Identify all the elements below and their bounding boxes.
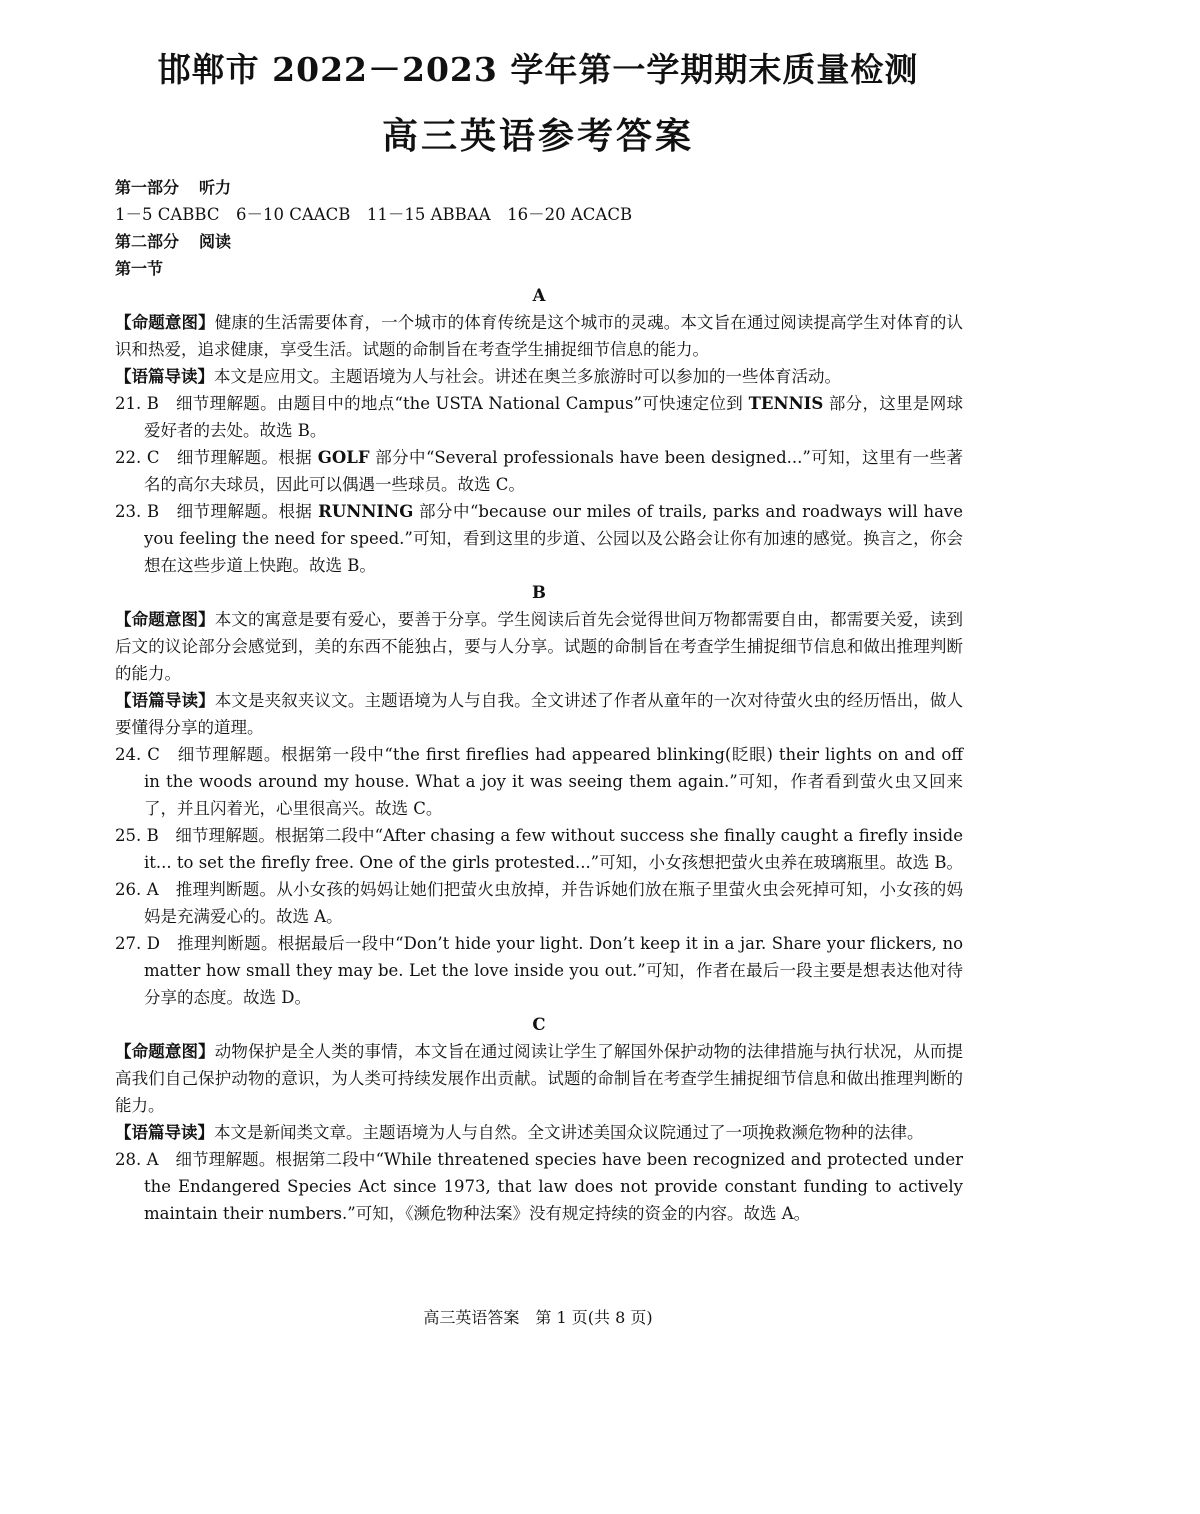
guide-text: 本文是新闻类文章。主题语境为人与自然。全文讲述美国众议院通过了一项挽救濒危物种的法律。 (214, 1123, 924, 1142)
intent-tag: 【命题意图】 (115, 1042, 215, 1061)
answer-text: 细节理解题。由题目中的地点“the USTA National Campus”可快速定位到 (176, 394, 749, 413)
answer-number: 24. C (115, 745, 160, 764)
answer-item-28 (115, 1146, 963, 1227)
answer-item-22 (115, 444, 963, 498)
answer-text: 细节理解题。根据第一段中“the first fireflies had appeared blinking(眨眼) their lights on and off in the woods around my house. What a joy it was seeing them again.”可知，作者看到萤火虫又回来了，并且闪着光，心里很高兴。故选 C。 (144, 745, 964, 818)
passage-c-intent (115, 1038, 963, 1119)
part1-heading-name: 听力 (199, 178, 232, 197)
answer-item-23 (115, 498, 963, 579)
answer-keyword: RUNNING (318, 502, 414, 521)
guide-text: 本文是夹叙夹议文。主题语境为人与自我。全文讲述了作者从童年的一次对待萤火虫的经历悟出，做人要懂得分享的道理。 (115, 691, 964, 737)
answer-item-24 (115, 741, 963, 822)
passage-a-intent (115, 309, 963, 363)
page-footer: 高三英语答案 第 1 页(共 8 页) (423, 1308, 653, 1327)
answer-number: 22. C (115, 448, 160, 467)
answer-number: 23. B (115, 502, 160, 521)
passage-c-letter: C (532, 1015, 546, 1034)
answer-text: 细节理解题。根据第二段中“After chasing a few without success she finally caught a firefly inside it... to set the firefly free. One of the girls protested...”可知，小女孩想把萤火虫养在玻璃瓶里。故选 B。 (144, 826, 963, 872)
intent-tag: 【命题意图】 (115, 610, 215, 629)
answer-number: 25. B (115, 826, 159, 845)
intent-tag: 【命题意图】 (115, 313, 215, 332)
listening-answers: 1－5 CABBC 6－10 CAACB 11－15 ABBAA 16－20 ACACB (115, 205, 633, 224)
answer-text: 推理判断题。从小女孩的妈妈让她们把萤火虫放掉，并告诉她们放在瓶子里萤火虫会死掉可知，小女孩的妈妈是充满爱心的。故选 A。 (144, 880, 964, 926)
answer-text: 细节理解题。根据 (176, 448, 318, 467)
passage-b-letter: B (532, 583, 546, 602)
answer-text: 部分中“Several professionals have been designed...”可知，这里有一些著名的高尔夫球员，因此可以偶遇一些球员。故选 C。 (144, 448, 963, 494)
guide-tag: 【语篇导读】 (115, 691, 215, 710)
part2-heading (115, 228, 963, 255)
answer-number: 21. B (115, 394, 159, 413)
guide-tag: 【语篇导读】 (115, 1123, 214, 1142)
answer-text: 部分中“because our miles of trails, parks and roadways will have you feeling the need for speed.”可知，看到这里的步道、公园以及公路会让你有加速的感觉。换言之，你会想在这些步道上快跑。故选 B。 (144, 502, 963, 575)
part1-heading-num: 第一部分 (115, 178, 180, 197)
intent-text: 本文的寓意是要有爱心，要善于分享。学生阅读后首先会觉得世间万物都需要自由，都需要关爱，读到后文的议论部分会感觉到，美的东西不能独占，要与人分享。试题的命制旨在考查学生捕捉细节信息和做出推理判断的能力。 (115, 610, 964, 683)
guide-tag: 【语篇导读】 (115, 367, 214, 386)
answer-text: 部分，这里是网球爱好者的去处。故选 B。 (144, 394, 963, 440)
answer-keyword: TENNIS (748, 394, 824, 413)
passage-a-letter: A (532, 286, 546, 305)
document-subtitle: 高三英语参考答案 (381, 116, 694, 157)
guide-text: 本文是应用文。主题语境为人与社会。讲述在奥兰多旅游时可以参加的一些体育活动。 (214, 367, 841, 386)
answer-text: 推理判断题。根据最后一段中“Don’t hide your light. Don’t keep it in a jar. Share your flickers, no matter how small they may be. Let the love inside you out.”可知，作者在最后一段主要是想表达他对待分享的态度。故选 D。 (144, 934, 964, 1007)
document-title: 邯郸市 2022－2023 学年第一学期期末质量检测 (157, 50, 919, 89)
answer-item-26 (115, 876, 963, 930)
answer-content (115, 174, 963, 1227)
answer-number: 28. A (115, 1150, 159, 1169)
answer-item-21 (115, 390, 963, 444)
passage-a-guide (115, 363, 963, 390)
passage-b-guide (115, 687, 963, 741)
answer-number: 27. D (115, 934, 160, 953)
answer-text: 细节理解题。根据第二段中“While threatened species have been recognized and protected under the Endangered Species Act since 1973, that law does not provide constant funding to actively maintain their numbers.”可知，《濒危物种法案》没有规定持续的资金的内容。故选 A。 (144, 1150, 964, 1223)
part1-heading (115, 174, 963, 201)
passage-b-intent (115, 606, 963, 687)
passage-c-guide (115, 1119, 963, 1146)
answer-item-25 (115, 822, 963, 876)
answer-number: 26. A (115, 880, 159, 899)
answer-keyword: GOLF (317, 448, 370, 467)
intent-text: 动物保护是全人类的事情，本文旨在通过阅读让学生了解国外保护动物的法律措施与执行状况，从而提高我们自己保护动物的意识，为人类可持续发展作出贡献。试题的命制旨在考查学生捕捉细节信息和做出推理判断的能力。 (115, 1042, 964, 1115)
part2-heading-name: 阅读 (199, 232, 232, 251)
answer-item-27 (115, 930, 963, 1011)
section-heading: 第一节 (115, 259, 164, 278)
part2-heading-num: 第二部分 (115, 232, 180, 251)
answer-text: 细节理解题。根据 (176, 502, 319, 521)
intent-text: 健康的生活需要体育，一个城市的体育传统是这个城市的灵魂。本文旨在通过阅读提高学生对体育的认识和热爱，追求健康，享受生活。试题的命制旨在考查学生捕捉细节信息的能力。 (115, 313, 964, 359)
